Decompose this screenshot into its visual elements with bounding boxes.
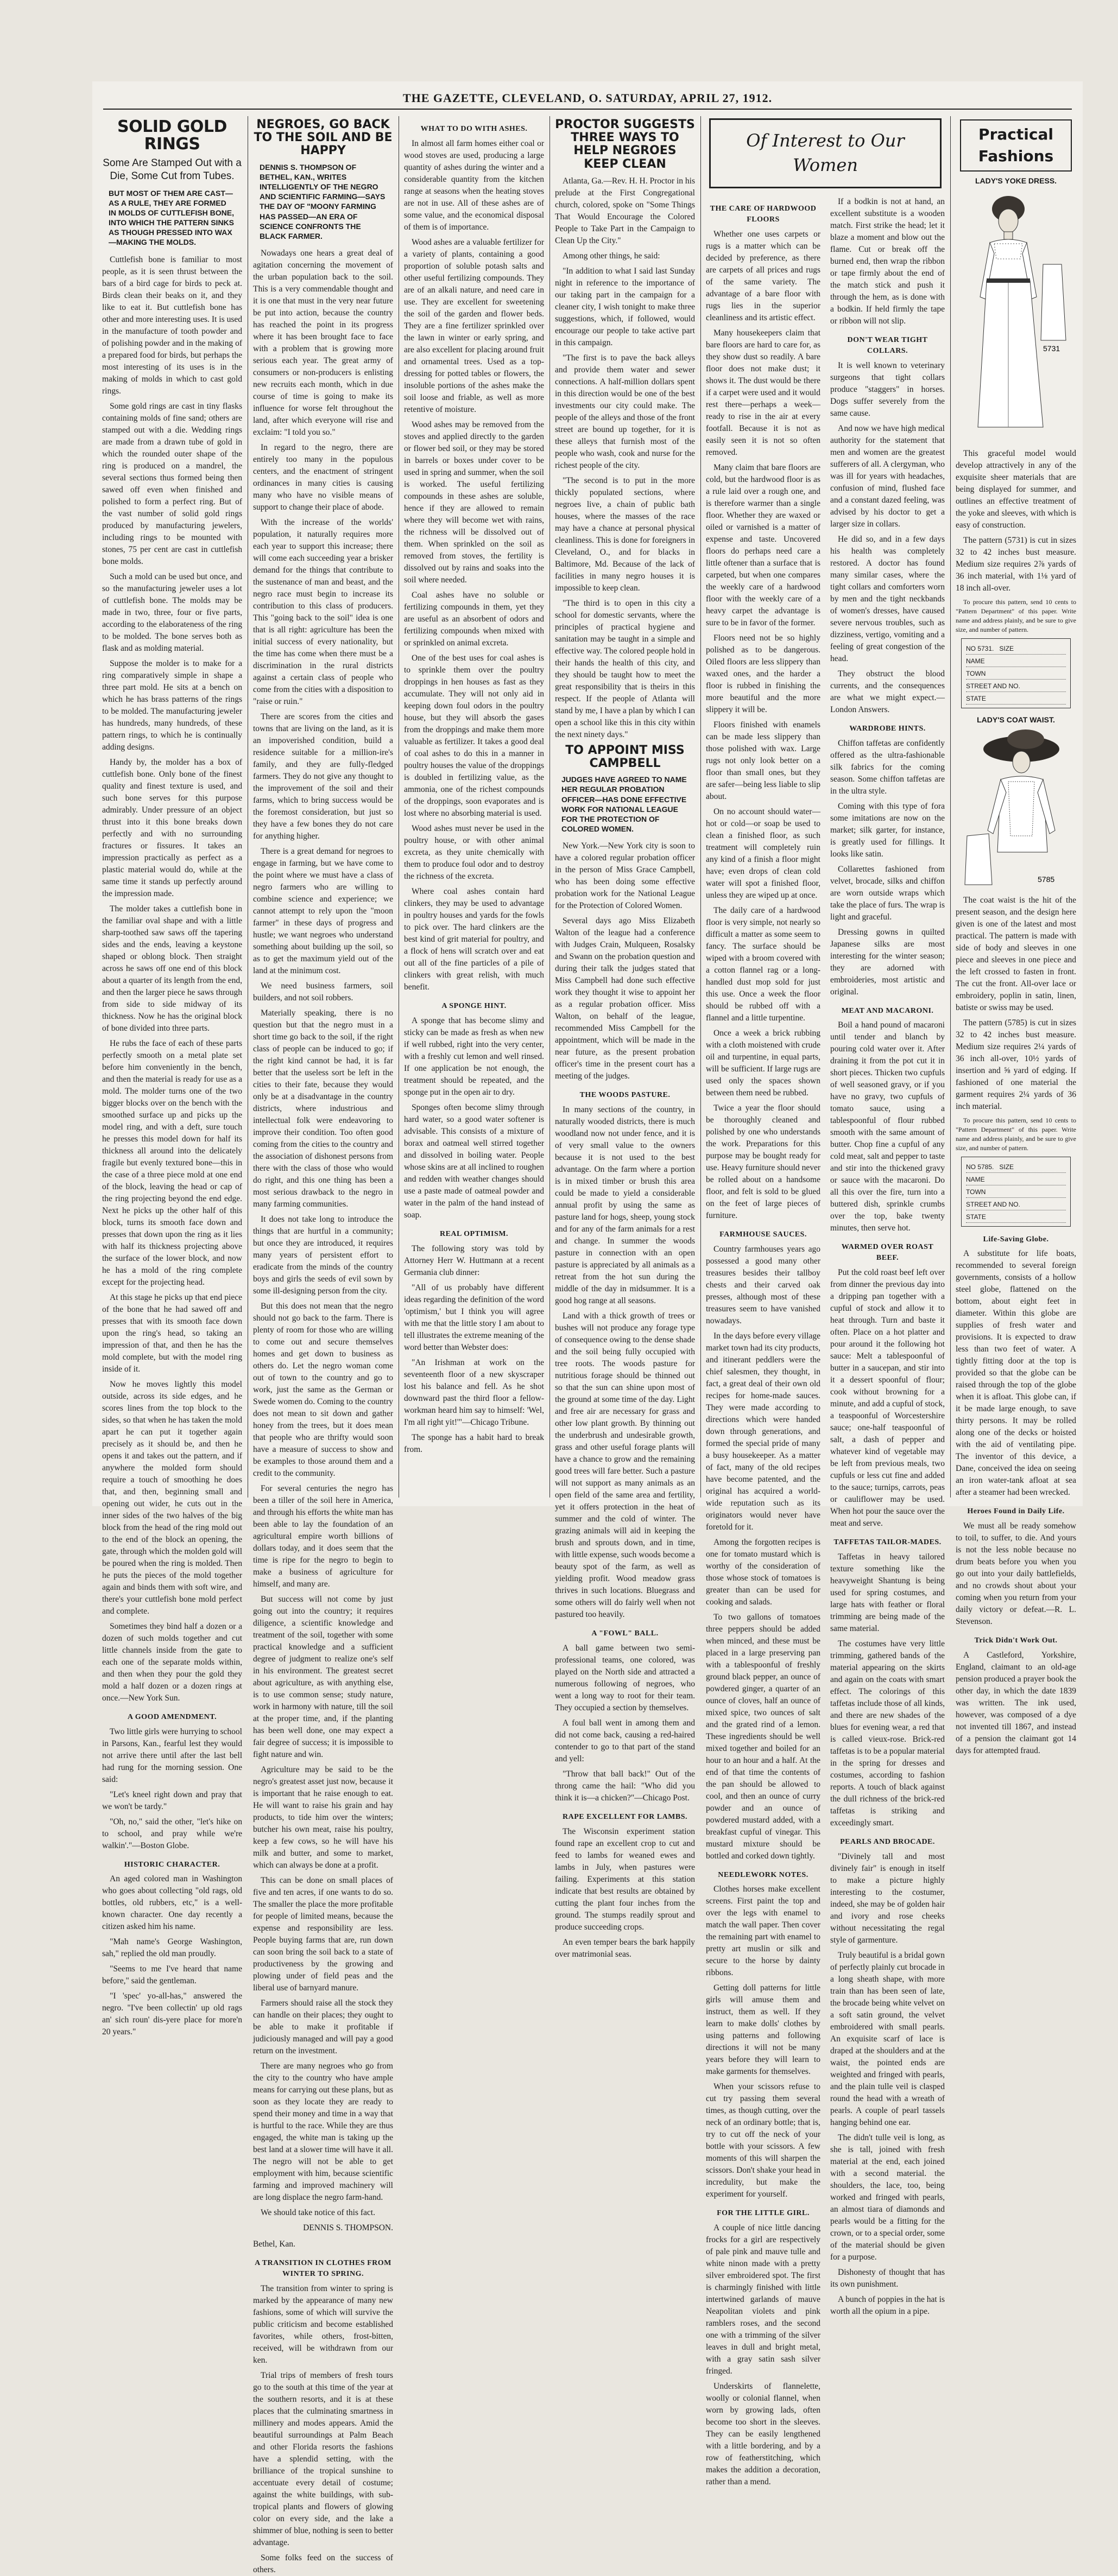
order-line-number[interactable] bbox=[966, 642, 1066, 655]
paragraph: On no account should water—hot or cold—or soap be used to clean a finished floor, as such treatment will completely ruin any kind of a finish a floor might have; even drops of clean cold water will spot a finished floor, unless they are wiped up at once. bbox=[706, 807, 820, 900]
paragraph: "In addition to what I said last Sunday night in reference to the importance of our taking part in the campaign for a cleaner city, I wish tonight to make three suggestions, which, if followed, would encourage our people to take active part in this campaign. bbox=[555, 266, 695, 347]
heading-sponge: A SPONGE HINT. bbox=[441, 1001, 507, 1010]
heading-woods-pasture: THE WOODS PASTURE. bbox=[579, 1091, 671, 1100]
womens-subcolumn-left bbox=[706, 196, 820, 2491]
paragraph: But this does not mean that the negro should not go back to the farm. There is plenty of room for those who are willing to come out and secure themselves homes and get down to business as others do. Let the negro woman come out of town to the country and go to work, just the same as the German or Swede women do. Coming to the country does not mean to sit down and gather honey from the trees, but it does mean that people who are thrifty would soon have a measure of success to show and be examples to those around them and a credit to the community. bbox=[253, 1302, 393, 1479]
paragraph: "An Irishman at work on the seventeenth floor of a new skyscraper lost his balance and fell. As he shot downward past the third floor a fellow-workman heard him say to himself: 'Wel, I'm all right yit!'"—Chicago Tribune. bbox=[404, 1357, 544, 1427]
heading-hardwood-floors: THE CARE OF HARDWOOD FLOORS bbox=[710, 204, 817, 224]
order-line-state[interactable] bbox=[966, 1210, 1066, 1223]
heading-fowl-ball: A "FOWL" BALL. bbox=[591, 1629, 659, 1638]
order-label: STREET AND NO. bbox=[966, 1200, 1020, 1208]
paragraph: Some folks feed on the success of others. bbox=[253, 2553, 393, 2574]
masthead: THE GAZETTE, CLEVELAND, O. SATURDAY, APRIL 27, 1912. bbox=[402, 91, 773, 105]
paragraph: But success will not come by just going out into the country; it requires diligence, a scientific knowledge and treatment of the soil, together with some practical knowledge and a sufficient degree of judgment to realize one's self in his environment. The greatest secret about agriculture, as with anything else, is to use common sense; study nature, work in harmony with nature, till the soil at the proper time, and, if the planting has been well done, one may expect a fair degree of success; it is impossible to fight nature and win. bbox=[253, 1595, 393, 1760]
yoke-dress-illustration bbox=[962, 188, 1070, 443]
paragraph: Cuttlefish bone is familiar to most people, as it is seen thrust between the bars of a bird cage for birds to peck at. Birds clean their beaks on it, and they like to eat it. But cuttlefish bone has other and more interesting uses. It is used in the manufacture of tooth powder and of polishing powder and in the making of a prepared food for birds, but perhaps the most interesting of its uses is in the making of molds in which to cast gold rings. bbox=[102, 255, 242, 396]
paragraph: The daily care of a hardwood floor is very simple, not nearly so difficult a matter as some seem to fancy. The surface should be wiped with a broom covered with a cotton flannel rag or a long-handled dust mop sold for just this use. Once a week the floor should be rubbed off with a flannel and a little turpentine. bbox=[706, 905, 820, 1023]
paragraph: Nowadays one hears a great deal of agitation concerning the movement of the urban population back to the soil. This is a very commendable thought and it is one that must in the very near future be put into action, because the country has reached the point in its progress where it has been brought face to face with a problem that is growing more serious each year. The great army of consumers or non-producers is enlisting new recruits each month, which in due course of time is going to make its influence for worse felt throughout the land, after which everyone will rise and exclaim: "I told you so." bbox=[253, 249, 393, 437]
byline-signature: DENNIS S. THOMPSON. bbox=[303, 2223, 393, 2233]
paragraph: Where coal ashes contain hard clinkers, they may be used to advantage in poultry houses and yards for the fowls to pick over. The hard clinkers are the best kind of grit material for poultry, and a flock of hens will scratch over and eat out all of the fine particles of a pile of clinkers with great relish, with much benefit. bbox=[404, 886, 544, 992]
paragraph: Underskirts of flannelette, woolly or colonial flannel, when worn by growing lads, often become too short in the sleeves. They can be easily lengthened with a little bordering, and by a row of featherstitching, which makes the addition a decoration, rather than a mend. bbox=[706, 2382, 820, 2487]
paragraph: There is a great demand for negroes to engage in farming, but we have come to the point where we must have a class of negro farmers who are willing to combine science and experience; we cannot attempt to rely upon the "moon farmer" in these days of progress and hustle; we want negroes who understand something about building up the soil, so as to get the maximum yield out of the land at the minimum cost. bbox=[253, 847, 393, 976]
order-label: NAME bbox=[966, 657, 985, 665]
heading-meat-macaroni: MEAT AND MACARONI. bbox=[841, 1006, 934, 1015]
paragraph: We need business farmers, soil builders, and not soil robbers. bbox=[253, 981, 393, 1003]
paragraph: It does not take long to introduce the things that are hurtful in a community; but once they are introduced, it requires many years of persistent effort to eradicate from the minds of the country boys and girls the seeds of evil sown by some ill-designing person from the city. bbox=[253, 1215, 393, 1296]
coat-waist-illustration bbox=[962, 727, 1070, 890]
summary-campbell: JUDGES HAVE AGREED TO NAME HER REGULAR PROBATION OFFICER—HAS DONE EFFECTIVE WORK FOR NATIONAL LEAGUE FOR THE PROTECTION OF COLORED WOMEN. bbox=[561, 775, 687, 834]
paragraph: A Castleford, Yorkshire, England, claimant to an old-age pension produced a prayer book the other day, in which the date 1839 was written. The ink used, however, was composed of a dye not invented till 1867, and instead of a pension the claimant got 14 days for attempted fraud. bbox=[956, 1651, 1076, 1756]
heading-wardrobe-hints: WARDROBE HINTS. bbox=[849, 724, 926, 733]
order-line-street[interactable] bbox=[966, 680, 1066, 692]
paragraph: And now we have high medical authority for the statement that men and women are the greatest sufferers of all. A clergyman, who was ill for years with headaches, confusion of mind, flushed face and a constant dazed feeling, was advised by his doctor to get a larger size in collars. bbox=[830, 423, 945, 529]
paragraph: Atlanta, Ga.—Rev. H. H. Proctor in his prelude at the First Congregational church, colored, spoke on "Some Things That Would Encourage the Colored People to Take Part in the Campaign to Clean Up the City." bbox=[555, 176, 695, 245]
paragraph: This can be done on small places of five and ten acres, if one wants to do so. The smaller the place the more profitable for people of limited means, because the expense and responsibility are less. People buying farms that are, run down can soon bring the soil back to a state of productiveness by the growing and plowing under of field peas and the liberal use of barnyard manure. bbox=[253, 1876, 393, 1993]
paragraph: There are scores from the cities and towns that are living on the land, as it is an impoverished condition, build a residence suitable for a million-ire's family, and they are fully-fledged farmers. They do not give any thought to the improvement of the soil and their farms, which to bring success would be the foremost consideration, but just so they have a few bones they do not care for anything higher. bbox=[253, 712, 393, 841]
face-shape bbox=[999, 209, 1018, 233]
order-label: SIZE bbox=[999, 1163, 1014, 1171]
back-view-dress bbox=[1041, 264, 1066, 340]
heading-needlework: NEEDLEWORK NOTES. bbox=[718, 1870, 809, 1879]
paragraph: To two gallons of tomatoes three peppers should be added when minced, and these must be placed in a large preserving pan with a tablespoonful of freshly ground black pepper, an ounce of powdered ginger, a quarter of an ounce of cloves, half an ounce of mixed spice, two ounces of salt and the grated rind of a lemon. These ingredients should be well mixed together and boiled for an hour to an hour and a half. At the end of that time the contents of the pan should be allowed to cool, and then an ounce of curry powder and an ounce of powdered mustard added, with a breakfast cupful of vinegar. This mustard mixture should be bottled and corked down tightly. bbox=[706, 1612, 820, 1861]
paragraph: "The first is to pave the back alleys and provide them water and sewer connections. A half-million dollars spent in this direction would be one of the best investments our city could make. The people of the alleys and those of the front street are bound up together, for it is these alleys that furnish most of the people who wash, cook and nurse for the richest people of the city. bbox=[555, 353, 695, 470]
paragraph: Put the cold roast beef left over from dinner the previous day into a dripping pan together with a cupful of stock and allow it to heat through. Turn and baste it often. Place on a hot platter and pour around it the following hot sauce: Melt a tablespoonful of butter in a saucepan, and stir into it a dessert spoonful of flour; cook without browning for a minute, and add a cupful of stock, a teaspoonful of Worcestershire sauce; one-half teaspoonful of salt, a dash of pepper and whatever kind of vegetable may be left from previous meals, two cupfuls or less cut fine and added to the sauce; turnips, carrots, peas or cauliflower may be used. When hot pour the sauce over the meat and serve. bbox=[830, 1268, 945, 1528]
heading-heroes: Heroes Found in Daily Life. bbox=[967, 1507, 1065, 1516]
heading-little-girl: FOR THE LITTLE GIRL. bbox=[717, 2209, 810, 2218]
summary-negroes-soil: DENNIS S. THOMPSON OF BETHEL, KAN., WRITES INTELLIGENTLY OF THE NEGRO AND SCIENTIFIC FARMING—SAYS THE DAY OF "MOONY FARMING HAS PASSED—AN ERA OF SCIENCE CONFRONTS THE BLACK FARMER. bbox=[260, 162, 386, 240]
paragraph: Wood ashes may be removed from the stoves and applied directly to the garden or flower bed soil, or they may be stored in barrels or boxes under cover to be used in spring and summer, when the soil is worked. The useful fertilizing compounds in these ashes are soluble, hence if they are allowed to remain where they will become wet with rains, the richness will be dissolved out of them. When sprinkled on the soil as removed from stoves, the fertility is dissolved out by rains and soaks into the soil where needed. bbox=[404, 420, 544, 585]
neck-shape bbox=[1004, 232, 1013, 239]
paragraph: An even temper bears the bark happily over matrimonial seas. bbox=[555, 1937, 695, 1959]
pattern-number-label: 5785 bbox=[1038, 875, 1055, 884]
paragraph: A bunch of poppies in the hat is worth all the opium in a pipe. bbox=[830, 2294, 945, 2316]
headline-campbell: TO APPOINT MISS CAMPBELL bbox=[565, 743, 685, 770]
paragraph: Trial trips of members of fresh tours go to the south at this time of the year at the southern resorts, and it is at these places that the culminating smartness in millinery and modes appears. Amid the beautiful surroundings at Palm Beach and other Florida resorts the fashions have a splendid setting, with the brilliance of the tropical sunshine to accentuate every detail of costume; against the white buildings, with sub-tropical plants and flowers of glowing color on every side, and the lake a shimmer of blue, nothing is seen to better advantage. bbox=[253, 2370, 393, 2547]
summary-gold-rings: BUT MOST OF THEM ARE CAST—AS A RULE, THEY ARE FORMED IN MOLDS OF CUTTLEFISH BONE, INTO WHICH THE PATTERN SINKS AS THOUGH PRESSED INTO WAX—MAKING THE MOLDS. bbox=[109, 188, 234, 247]
paragraph: Such a mold can be used but once, and so the manufacturing jeweler uses a lot of cuttlefish bone. The molds may be made in two, three, four or five parts, according to the elaborateness of the ring to be molded. The bone serves both as flask and as molding material. bbox=[102, 572, 242, 653]
order-label: NAME bbox=[966, 1175, 985, 1183]
paragraph: It is well known to veterinary surgeons that tight collars produce "staggers" in horses. Dogs suffer severely from the same cause. bbox=[830, 360, 945, 418]
paragraph: Many housekeepers claim that bare floors are hard to care for, as they show dust so readily. A bare floor does not make dust; it shows it. The dust would be there if a carpet were used and it would rest there—perhaps a week—ready to rise in the air at every footfall. Because it is not as easily seen it is not so often removed. bbox=[706, 328, 820, 457]
paragraph: In almost all farm homes either coal or wood stoves are used, producing a large quantity of ashes during the winter and a considerable quantity from the kitchen range at seasons when the heating stoves are not in use. All of these ashes are of some value, and the economical disposal of them is of importance. bbox=[404, 138, 544, 232]
heading-taffetas: TAFFETAS TAILOR-MADES. bbox=[833, 1538, 942, 1547]
heading-transition-clothes: A TRANSITION IN CLOTHES FROM WINTER TO SPRING. bbox=[255, 2259, 391, 2278]
heading-farmhouse-sauces: FARMHOUSE SAUCES. bbox=[719, 1230, 807, 1239]
pattern-number-label: 5731 bbox=[1043, 344, 1060, 353]
womens-section-body bbox=[706, 196, 945, 2491]
column-1 bbox=[102, 116, 242, 2037]
paragraph: Many claim that bare floors are cold, but the hardwood floor is as a rule laid over a rough one, and is therefore warmer than a single floor. Whether they are waxed or oiled or varnished is a matter of expense and taste. Uncovered floors do perhaps need care a little oftener than a surface that is carpeted, but when one compares the weekly care of a hardwood floor with the weekly care of a heavy carpet the advantage is sure to be in favor of the former. bbox=[706, 462, 820, 627]
face-shape bbox=[1013, 751, 1030, 773]
column-6-fashions bbox=[956, 116, 1076, 1756]
paragraph: When your scissors refuse to cut try passing them several times, as though cutting, over the neck of an ordinary bottle; that is, try to cut off the neck of your bottle with your scissors. A few moments of this will sharpen the scissors. Don't shake your head in incredulity, but make the experiment for yourself. bbox=[706, 2082, 820, 2199]
paragraph: He did so, and in a few days his health was completely restored. A doctor has found many similar cases, where the tight collars and comforters worn by men and the tight neckbands of women's dresses, have caused severe nervous troubles, such as dizziness, vertigo, vomiting and a feeling of great congestion of the head. bbox=[830, 534, 945, 663]
paragraph: "All of us probably have different ideas regarding the definition of the word 'optimism,' but I think you will agree with me that the little story I am about to tell illustrates the extreme meaning of the word better than Webster does: bbox=[404, 1283, 544, 1352]
order-label: STREET AND NO. bbox=[966, 682, 1020, 690]
column-2 bbox=[253, 116, 393, 2574]
paragraph: Suppose the molder is to make for a ring comparatively simple in shape a three part mold. He sits at a bench on which he has brass patterns of the rings to be molded. The manufacturing jeweler has hundreds, many hundreds, of these pattern rings, to which he is continually adding designs. bbox=[102, 658, 242, 752]
paragraph: A sponge that has become slimy and sticky can be made as fresh as when new if well rubbed, right into the very center, with a freshly cut lemon and well rinsed. If one application be not enough, the treatment should be repeated, and the sponge put in the open air to dry. bbox=[404, 1016, 544, 1097]
paragraph: He rubs the face of each of these parts perfectly smooth on a metal plate set before him conveniently in the bench, and then the material is ready for use as a mold. The molder turns one of the two bigger blocks over on the bench with the smoothed surface up and picks up the model ring, and with a deft, sure touch he presses this model down for half its thickness all around into the delicately fragile but evenly textured bone—this in the case of a three piece mold at one end of the block, leaving the head or cap of the ring projecting beyond the end edge. Next he picks up the other half of this block, turns its smooth face down and presses that down upon the ring as it lies with half its thickness projecting above the surface of the lower block, and now he has a mold of the ring complete except for the projecting head. bbox=[102, 1038, 242, 1287]
paragraph: Materially speaking, there is no question but that the negro must in a short time go back to the soil, if the right class of people can be induced to go; if the right kind cannot be had, it is far better that the useless sort be left in the cities to their fate, because they would only be at a disadvantage in the country districts, where industrious and intellectual folk were endeavoring to improve their condition. Too often good coming from the cities to the country and the association of dishonest persons from there with the class of those who would do right, and this one thing has been a most serious drawback to the negro in many farming communities. bbox=[253, 1008, 393, 1209]
order-form-5731 bbox=[961, 638, 1071, 708]
newspaper-page bbox=[92, 81, 1083, 2574]
womens-subcolumn-right bbox=[830, 196, 945, 2491]
paragraph: "The second is to put in the more thickly populated sections, where negroes live, a chain of public bath houses, where the masses of the race may have a chance at personal physical cleanliness. This is done for foreigners in Cleveland, O., and for blacks in Baltimore, Md. Because of the lack of facilities in many negro houses it is impossible to keep clean. bbox=[555, 475, 695, 593]
paragraph: A ball game between two semi-professional teams, one colored, was played on the North side and attracted a numerous following of negroes, who went a long way to root for their team. They occupied a section by themselves. bbox=[555, 1644, 695, 1712]
heading-ashes: WHAT TO DO WITH ASHES. bbox=[420, 125, 528, 133]
deck-gold-rings: Some Are Stamped Out with a Die, Some Cut from Tubes. bbox=[103, 157, 242, 182]
order-line-street[interactable] bbox=[966, 1198, 1066, 1210]
paragraph: Taffetas in heavy tailored texture something like the heavyweight Shantung is being used for spring costumes, and large hats with feather or floral trimming are being made of the same material. bbox=[830, 1552, 945, 1633]
paragraph: "Oh, no," said the other, "let's hike on to school, and pray while we're walkin'."—Boston Globe. bbox=[102, 1817, 242, 1850]
paragraph: There are many negroes who go from the city to the country who have ample means for carrying out these plans, but as soon as they locate they are ready to spend their money and time in a way that is hurtful to the race. While they are thus engaged, the white man is taking up the best land at a slower time will have it all. The negro will not be able to get employment with him, because scientific farming and improved machinery will are long displace the negro farm-hand. bbox=[253, 2061, 393, 2203]
paragraph: We should take notice of this fact. bbox=[261, 2208, 375, 2218]
paragraph: "The third is to open in this city a school for domestic servants, where the principles of practical hygiene and sanitation may be taught in a simple and effective way. The colored people hold in their hands the health of this city, and they should be taught how to meet the great responsibility that is theirs in this respect. If the people of Atlanta will stand by me, I have a plan by which I can open a school like this in this city within the next ninety days." bbox=[555, 598, 695, 739]
paragraph: A couple of nice little dancing frocks for a girl are respectively of pale pink and mauve tulle and white ninon made with a pretty silver embroidered spot. The first is charmingly finished with little intertwined garlands of mauve Neapolitan violets and pink ramblers roses, and the second one with a trimming of the silver leaves in dull and bright metal, with a gray satin sash silver fringed. bbox=[706, 2223, 820, 2376]
paragraph: Clothes horses make excellent screens. First paint the top and over the legs with enamel to match the wall paper. Then cover the remaining part with enamel to pretty art muslin or silk and secure to the horse by dainty ribbons. bbox=[706, 1885, 820, 1978]
paragraph: They obstruct the blood currents, and the consequences are what we might expect.—London Answers. bbox=[830, 669, 945, 714]
paragraph: Farmers should raise all the stock they can handle on their places; they ought to be able to make it profitable if judiciously managed and will pay a good return on the investment. bbox=[253, 1998, 393, 2056]
headline-gold-rings: SOLID GOLD RINGS bbox=[117, 117, 227, 154]
heading-optimism: REAL OPTIMISM. bbox=[439, 1229, 508, 1238]
womens-section-banner: Of Interest to Our Women bbox=[709, 118, 942, 188]
paragraph: Coal ashes have no soluble or fertilizing compounds in them, yet they are useful as an absorbent of odors and fertilizing compounds when mixed with or sprinkled on animal excreta. bbox=[404, 590, 544, 648]
paragraph: "Divinely tall and most divinely fair" is enough in itself to make a picture highly interesting to the costumer, indeed, she may be of golden hair and ivory and rose cheeks without necessitating the regal style of garmenture. bbox=[830, 1851, 945, 1945]
paragraph: Getting doll patterns for little girls will amuse them and instruct, them as well. If they learn to make dolls' clothes by using patterns and following directions it will not be many years before they will learn to make garments for themselves. bbox=[706, 1983, 820, 2077]
paragraph: The costumes have very little trimming, gathered bands of the material appearing on the skirts and again on the coats with smart effect. The colorings of this taffetas include those of all kinds, and there are new shades of the blues for evening wear, a red that is called vieux-rose. Brick-red taffetas is to be a popular material in the spring for dresses and costumes, according to fashion reports. A touch of black against the dull richness of the brick-red taffetas is striking and exceedingly smart. bbox=[830, 1639, 945, 1828]
skirt bbox=[978, 281, 1043, 427]
paragraph: Handy by, the molder has a box of cuttlefish bone. Only bone of the finest quality and finest texture is used, and such bone serves for this purpose admirably. Under pressure of an object thrust into it this bone breaks down perfectly and with no surrounding fractures or fissures. It takes an impression practically as perfect as a plastic material would do, while at the same time it stands up perfectly around the impression made. bbox=[102, 757, 242, 898]
paragraph: Among the forgotten recipes is one for tomato mustard which is worthy of the consideration of those whose stock of tomatoes is greater than can be used for cooking and salads. bbox=[706, 1537, 820, 1607]
paragraph: "Seems to me I've heard that name before," said the gentleman. bbox=[102, 1964, 242, 1986]
order-line-number[interactable] bbox=[966, 1160, 1066, 1173]
heading-trick: Trick Didn't Work Out. bbox=[974, 1636, 1058, 1645]
paragraph: At this stage he picks up that end piece of the bone that he had sawed off and presses that with its smooth face down upon the ring's head, so taking an impression of that, and then he has the mold complete, but with the model ring inside of it. bbox=[102, 1292, 242, 1374]
paragraph: Land with a thick growth of trees or bushes will not produce any forage type of consequence owing to the dense shade and the soil being fully occupied with tree roots. The woods pasture for nutritious forage should be thinned out so that the sun can shine upon most of the ground at some time of the day. Light and free air are necessary for grass and other low plant growth. By thinning out the underbrush and undesirable growth, grass and other useful forage plants will have a chance to grow and the remaining good trees will fare better. Such a pasture will not support as many animals as an open field of the same area and fertility, yet it offers protection in the heat of summer and the cold of winter. The grazing animals will aid in keeping the brush and sprouts down, and in time, with little expense, such woods become a beauty spot of the farm, as well as yielding profit. Wood meadow grass thrives in such locations. Bluegrass and some others will do fairly well when not pastured too heavily. bbox=[555, 1311, 695, 1620]
heading-coat-waist: LADY'S COAT WAIST. bbox=[977, 715, 1055, 724]
heading-pearls-brocade: PEARLS AND BROCADE. bbox=[840, 1838, 935, 1846]
paragraph: Dishonesty of thought that has its own punishment. bbox=[830, 2267, 945, 2289]
waistband bbox=[987, 278, 1030, 283]
heading-tight-collars: DON'T WEAR TIGHT COLLARS. bbox=[847, 335, 928, 355]
order-label: STATE bbox=[966, 1213, 986, 1221]
hat-crown bbox=[1007, 729, 1044, 749]
paragraph: We must all be ready somehow to toil, to suffer, to die. And yours is not the less noble because no drum beats before you when you go out into your daily battlefields, and no crowds shout about your coming when you return from your daily victory or defeat.—R. L. Stevenson. bbox=[956, 1521, 1076, 1627]
paragraph: In the days before every village market town had its city products, and itinerant peddlers were the chief salesmen, they thought, in fact, a great deal of their own old recipes for home-made sauces. They were made according to directions which were handed down through generations, and formed the special pride of many a busy housekeeper. As a matter of fact, many of the old recipes have become patented, and the original has acquired a world-wide reputation such as its originators would never have foretold for it. bbox=[706, 1331, 820, 1532]
heading-roast-beef: WARMED OVER ROAST BEEF. bbox=[841, 1243, 934, 1262]
paragraph: The pattern (5731) is cut in sizes 32 to 42 inches bust measure. Medium size requires 2⅞ yards of 36 inch material, with 1⅛ yard of 18 inch all-over. bbox=[956, 536, 1076, 593]
paragraph: The transition from winter to spring is marked by the appearance of many new fashions, some of which will survive the public criticism and become established favorites, while others, frost-bitten, received, will be withdrawn from our ken. bbox=[253, 2283, 393, 2365]
paragraph: Two little girls were hurrying to school in Parsons, Kan., fearful lest they would not arrive there until after the last bell had rung for the morning session. One said: bbox=[102, 1727, 242, 1784]
paragraph: "Mah name's George Washington, sah," replied the old man proudly. bbox=[102, 1937, 242, 1959]
paragraph: Among other things, he said: bbox=[563, 251, 660, 261]
paragraph: Floors finished with enamels can be made less slippery than those polished with wax. Large rugs not only look better on a floor than small ones, but they are safer—being less liable to slip about. bbox=[706, 720, 820, 801]
paragraph: With the increase of the worlds' population, it naturally requires more each year to support this increase; there will come each succeeding year a brisker demand for the things that contribute to the sustenance of man and beast, and the negro race must begin to increase its contribution to this class of producers. This "going back to the soil" idea is one that is all right: agriculture has been the initial success of every nationality, but the time has come when there must be a discrimination in the rural districts against a certain class of people who come from the cities with a disposition to "raise or ruin." bbox=[253, 518, 393, 707]
paragraph: The coat waist is the hit of the present season, and the design here given is one of the latest and most practical. The pattern is made with side of body and sleeves in one piece and sleeves in one piece and the left crossed to fasten in front. The cut the front. All-over lace or embroidery, poplin in satin, linen, batiste or swiss may be used. bbox=[956, 896, 1076, 1013]
paragraph-order-instructions: To procure this pattern, send 10 cents to "Pattern Department" of this paper. Write name and address plainly, and be sure to give size, and number of pattern. bbox=[956, 598, 1076, 634]
column-4 bbox=[555, 116, 695, 1959]
paragraph: Boil a hand pound of macaroni until tender and blanch by pouring cold water over it. After draining it from the pot cut it in short pieces. Thicken two cupfuls of well seasoned gravy, or if you have no gravy, two cupfuls of tomato sauce, using a tablespoonful of flour rubbed smooth with the same amount of butter. Chop fine a cupful of any cold meat, salt and pepper to taste and stir into the thickened gravy or sauce with the macaroni. Do all this over the fire, turn into a buttered dish, sprinkle crumbs over the top, bake twenty minutes, then serve hot. bbox=[830, 1020, 945, 1233]
paragraph: New York.—New York city is soon to have a colored regular probation officer in the person of Miss Grace Campbell, who has been doing some effective probation work for the National League for the Protection of Colored Women. bbox=[555, 841, 695, 911]
column-divider bbox=[950, 116, 951, 1498]
paragraph: Wood ashes must never be used in the poultry house, or with other animal excreta, as they unite chemically with them to produce foul odor and to destroy the richness of the excreta. bbox=[404, 823, 544, 881]
paragraph: Wood ashes are a valuable fertilizer for a variety of plants, containing a good proportion of soluble potash salts and other useful fertilizing compounds. They are of an alkali nature, and need care in use. They are excellent for sweetening the soil of the garden and flower beds. They are a fine fertilizer sprinkled over the lawn in winter or early spring, and are also excellent for placing around fruit and ornamental trees. Used as a top-dressing for potted tables or flowers, the insoluble portions of the ashes make the soil loose and friable, as well as more retentive of moisture. bbox=[404, 237, 544, 414]
paragraph: Now he moves lightly this model outside, across its side edges, and he scores lines from the top block to the sides, so that when he has taken the mold apart he can put it together again precisely as it should be, and then he opens it and takes out the pattern, and if anywhere the molded form should require a touch of smoothing he does that, and then, beginning small and opening out wider, he cuts out in the inner sides of the two halves of the big block from the head of the ring mold out to the end of the block an opening, the gate, through which the molden gold will be poured when the ring is molded. Then he puts the pieces of the mold together again and binds them with soft wire, and there's your cuttlefish bone mold perfect and complete. bbox=[102, 1379, 242, 1616]
paragraph: "I 'spec' yo-all-has," answered the negro. "I've been collectin' up old rags an' sich roun' dis-yere place for more'n 20 years." bbox=[102, 1991, 242, 2037]
headline-negroes-soil: NEGROES, GO BACK TO THE SOIL AND BE HAPPY bbox=[254, 118, 393, 158]
paragraph: Once a week a brick rubbing with a cloth moistened with crude oil and turpentine, in equal parts, will be sufficient. If large rugs are used only the spaces shown between them need be rubbed. bbox=[706, 1028, 820, 1097]
heading-rape-lambs: RAPE EXCELLENT FOR LAMBS. bbox=[562, 1813, 688, 1821]
paragraph: Dressing gowns in quilted Japanese silks are most interesting for the winter season; they are adorned with embroideries, most artistic and original. bbox=[830, 927, 945, 997]
back-view-waist bbox=[965, 834, 992, 885]
fashions-title: Practical Fashions bbox=[960, 119, 1072, 172]
heading-good-amendment: A GOOD AMENDMENT. bbox=[127, 1712, 217, 1721]
order-line-town[interactable] bbox=[966, 667, 1066, 680]
order-label: NO 5785. bbox=[966, 1163, 994, 1171]
paragraph: If a bodkin is not at hand, an excellent substitute is a wooden match. First strike the head; let it blaze a moment and blow out the flame. Cut or break off the burned end, then wrap the ribbon or tape firmly about the end of the match stick and push it through the hem, as is done with a bodkin. If held firmly the tape or ribbon will not slip. bbox=[830, 196, 945, 326]
paragraph: One of the best uses for coal ashes is to sprinkle them over the poultry droppings in hen houses as fast as they accumulate. They will not only aid in keeping down foul odors in the poultry house, but they will absorb the gases from the droppings and make them more valuable as fertilizer. It takes a good deal of coal ashes to do this in a manner in poultry houses the value of the droppings is doubled in fertilizing value, as the ammonia, one of the richest compounds of the droppings, soon evaporates and is lost where no absorbing material is used. bbox=[404, 653, 544, 818]
paragraph: An aged colored man in Washington who goes about collecting "old rags, old bottles, old rubbers, etc," is a well-known character. One day recently a citizen asked him his name. bbox=[102, 1874, 242, 1932]
order-label: TOWN bbox=[966, 1188, 986, 1196]
paragraph: The sponge has a habit hard to break from. bbox=[404, 1432, 544, 1454]
order-label: STATE bbox=[966, 694, 986, 702]
paragraph: Chiffon taffetas are confidently offered as the ultra-fashionable silk fabrics for the coming season. Some chiffon taffetas are in the ultra style. bbox=[830, 738, 945, 796]
paragraph: Agriculture may be said to be the negro's greatest asset just now, because it is important that he raise enough to eat. He will want to raise his grain and hay products, to tide him over the winters; butcher his own meat, raise his poultry, keep a few cows, so he will have his milk and butter, and some to market, which can always be done at a profit. bbox=[253, 1765, 393, 1870]
paragraph: The molder takes a cuttlefish bone in the familiar oval shape and with a little sharp-toothed saw saws off the tapering sides and the ends, leaving a keystone shaped or oblong block. Then straight across he saws off one end of this block about a quarter of its length from the end, and then the larger piece he saws through from side to side midway of its thickness. Now he has the original block of bone divided into three parts. bbox=[102, 904, 242, 1033]
paragraph: Sometimes they bind half a dozen or a dozen of such molds together and cut little channels inside from the gate to each one of the separate molds within, and then when they pour the gold they mold a half dozen or a dozen rings at once.—New York Sun. bbox=[102, 1621, 242, 1703]
column-divider bbox=[700, 116, 701, 1498]
paragraph: In regard to the negro, there are entirely too many in the populous centers, and the enactment of stringent ordinances in many cities is causing many who have no visible means of support to change their place of abode. bbox=[253, 443, 393, 512]
order-label: SIZE bbox=[999, 644, 1014, 652]
order-label: NO 5731. bbox=[966, 644, 994, 652]
paragraph: The pattern (5785) is cut in sizes 32 to 42 inches bust measure. Medium size requires 2¼ yards of 36 inch all-over, 10½ yards of insertion and ⅝ yard of edging. If fashioned of one material the garment requires 2¼ yards of 36 inch material. bbox=[956, 1018, 1076, 1112]
paragraph: Truly beautiful is a bridal gown of perfectly plainly cut brocade in a long sheath shape, with more train than has been seen of late, the brocade being white velvet on a soft satin ground, the velvet embroidered with small pearls. An exquisite scarf of lace is draped at the shoulders and at the waist, the pointed ends are weighted and fringed with pearls, and the plain tulle veil is clasped round the head with a wreath of pearls. A couple of pearl tassels hanging behind one ear. bbox=[830, 1950, 945, 2127]
paragraph-order-instructions: To procure this pattern, send 10 cents to "Pattern Department" of this paper. Write name and address plainly, and be sure to give size, and number of pattern. bbox=[956, 1116, 1076, 1152]
paragraph: The didn't tulle veil is long, as she is tall, joined with fresh material at the end, each joined with a second material. the shoulders, the lace, too, being worked and fringed with pearls, an almost tiara of diamonds and pearls would be a fitting for the crown, or to a special order, some of the material should be given for a purpose. bbox=[830, 2133, 945, 2262]
column-divider bbox=[549, 116, 550, 1498]
paragraph: Some gold rings are cast in tiny flasks containing molds of fine sand; others are stamped out with a die. Wedding rings are made from a drawn tube of gold in which the rounded outer shape of the ring is produced on a mandrel, the several sections thus formed being then sawed off even when finished and polished to form a perfect ring. But of the vast number of solid gold rings produced by manufacturing jewelers, including rings to be mounted with stones, 75 per cent are cast in cuttlefish bone molds. bbox=[102, 401, 242, 566]
order-line-town[interactable] bbox=[966, 1185, 1066, 1198]
order-line-name[interactable] bbox=[966, 1173, 1066, 1185]
column-5-womens-section bbox=[706, 116, 945, 2487]
heading-historic-character: HISTORIC CHARACTER. bbox=[124, 1860, 220, 1869]
headline-proctor: PROCTOR SUGGESTS THREE WAYS TO HELP NEGROES KEEP CLEAN bbox=[555, 118, 695, 171]
paragraph: "Let's kneel right down and pray that we won't be tardy." bbox=[102, 1790, 242, 1811]
paragraph: Several days ago Miss Elizabeth Walton of the league had a conference with Judges Crain, Mulqueen, Rosalsky and Swann on the probation question and during their talk the judges stated that Miss Campbell had done such effective work they thought it wise to appoint her as a regular probation officer. Miss Walton, on behalf of the league, recommended Miss Campbell for the appointment, which will be made in the near future, as the present probation officer's time in the present court has a meeting of the judges. bbox=[555, 916, 695, 1081]
paragraph: A foul ball went in among them and did not come back, causing a red-haired contender to go to that part of the stand and yell: bbox=[555, 1718, 695, 1763]
paragraph: In many sections of the country, in naturally wooded districts, there is much woodland now not under fence, and it is of very small value to the owners because it is not used to the best advantage. On the farm where a portion is in mixed timber or brush this area could be made to yield a considerable annual profit by using the same as pasture land for hogs, sheep, young stock and for any of the farm animals for a rest and change. In summer the woods pasture in connection with an open pasture is appreciated by all animals as a retreat from the hot sun during the middle of the day in midsummer. It is a good hog range at all seasons. bbox=[555, 1105, 695, 1306]
order-label: TOWN bbox=[966, 669, 986, 677]
paragraph: A substitute for life boats, recommended to several foreign governments, consists of a hollow steel globe, flattened on the bottom, about eight feet in diameter. Within this globe are supplies of fresh water and provisions. It is expected to draw less than two feet of water. A tightly fitting door at the top is provided so that the globe can be raised through the top of the globe when it is afloat. This globe can, if it be made large enough, to save thirty persons. It may be rolled along one of the decks or hoisted with the aid of ventilating pipe. The inventor of this device, a Dane, conceived the idea on seeing an iron water-tank afloat at sea after a steamer had been wrecked. bbox=[956, 1249, 1076, 1498]
byline-location: Bethel, Kan. bbox=[253, 2239, 295, 2249]
paragraph: This graceful model would develop attractively in any of the exquisite sheer materials that are being displayed for summer, and outlines an effective treatment of the yoke and sleeves, with which is easy of construction. bbox=[956, 449, 1076, 530]
paragraph: Collarettes fashioned from velvet, brocade, silks and chiffon are worn outside wraps which take the place of furs. The wrap is light and graceful. bbox=[830, 864, 945, 922]
paragraph: Whether one uses carpets or rugs is a matter which can be decided by preference, as there are carpets of all prices and rugs of the same variety. The advantage of a bare floor with rugs lies in the superior cleanliness and its artistic effect. bbox=[706, 229, 820, 322]
heading-yoke-dress: LADY'S YOKE DRESS. bbox=[975, 176, 1057, 185]
paragraph: "Throw that ball back!" Out of the throng came the hail: "Who did you think it is—a chicken?"—Chicago Post. bbox=[555, 1769, 695, 1803]
heading-life-saving-globe: Life-Saving Globe. bbox=[983, 1235, 1049, 1243]
paragraph: Floors need not be so highly polished as to be dangerous. Oiled floors are less slippery than waxed ones, and the harder a floor is rubbed in finishing the more beautiful and the more slippery it will be. bbox=[706, 633, 820, 714]
paragraph: Country farmhouses years ago possessed a good many other treasures besides their tallboy chests and their carved oak presses, although most of these treasures seem to have vanished nowadays. bbox=[706, 1244, 820, 1325]
paragraph: The Wisconsin experiment station found rape an excellent crop to cut and feed to lambs for weaned ewes and lambs in July, when pastures were failing. Experiments at this station indicate that best results are obtained by cutting the plant four inches from the ground. The stumps readily sprout and produce succeeding crops. bbox=[555, 1826, 695, 1932]
paragraph: The following story was told by Attorney Herr W. Huttmann at a recent Germania club dinner: bbox=[404, 1243, 544, 1277]
order-line-state[interactable] bbox=[966, 692, 1066, 705]
order-form-5785 bbox=[961, 1157, 1071, 1227]
order-line-name[interactable] bbox=[966, 655, 1066, 667]
paragraph: Coming with this type of fora some imitations are now on the market; silk garter, for instance, is greatly used for fillings. It looks like satin. bbox=[830, 801, 945, 859]
paragraph: For several centuries the negro has been a tiller of the soil here in America, and through his efforts the white man has been able to lay the foundation of an agricultural empire worth billions of dollars today, and it does seem that the time is ripe for the negro to begin to make a business of agriculture for himself, and many are. bbox=[253, 1484, 393, 1589]
paragraph: Twice a year the floor should be thoroughly cleaned and polished by one who understands the work. Preparations for this purpose may be bought ready for use. Heavy furniture should never be rolled about on a handsome floor, and felt is sold to be glued on the feet of large pieces of furniture. bbox=[706, 1103, 820, 1220]
masthead-rule bbox=[103, 109, 1072, 110]
column-3 bbox=[404, 116, 544, 1498]
paragraph: Sponges often become slimy through hard water, so a good water softener is advisable. This consists of a mixture of borax and oatmeal well stirred together and dissolved in boiling water. People whose skins are at all inclined to roughen and redden with weather changes should use a paste made of oatmeal powder and water in the palm of the hand instead of soap. bbox=[404, 1102, 544, 1220]
